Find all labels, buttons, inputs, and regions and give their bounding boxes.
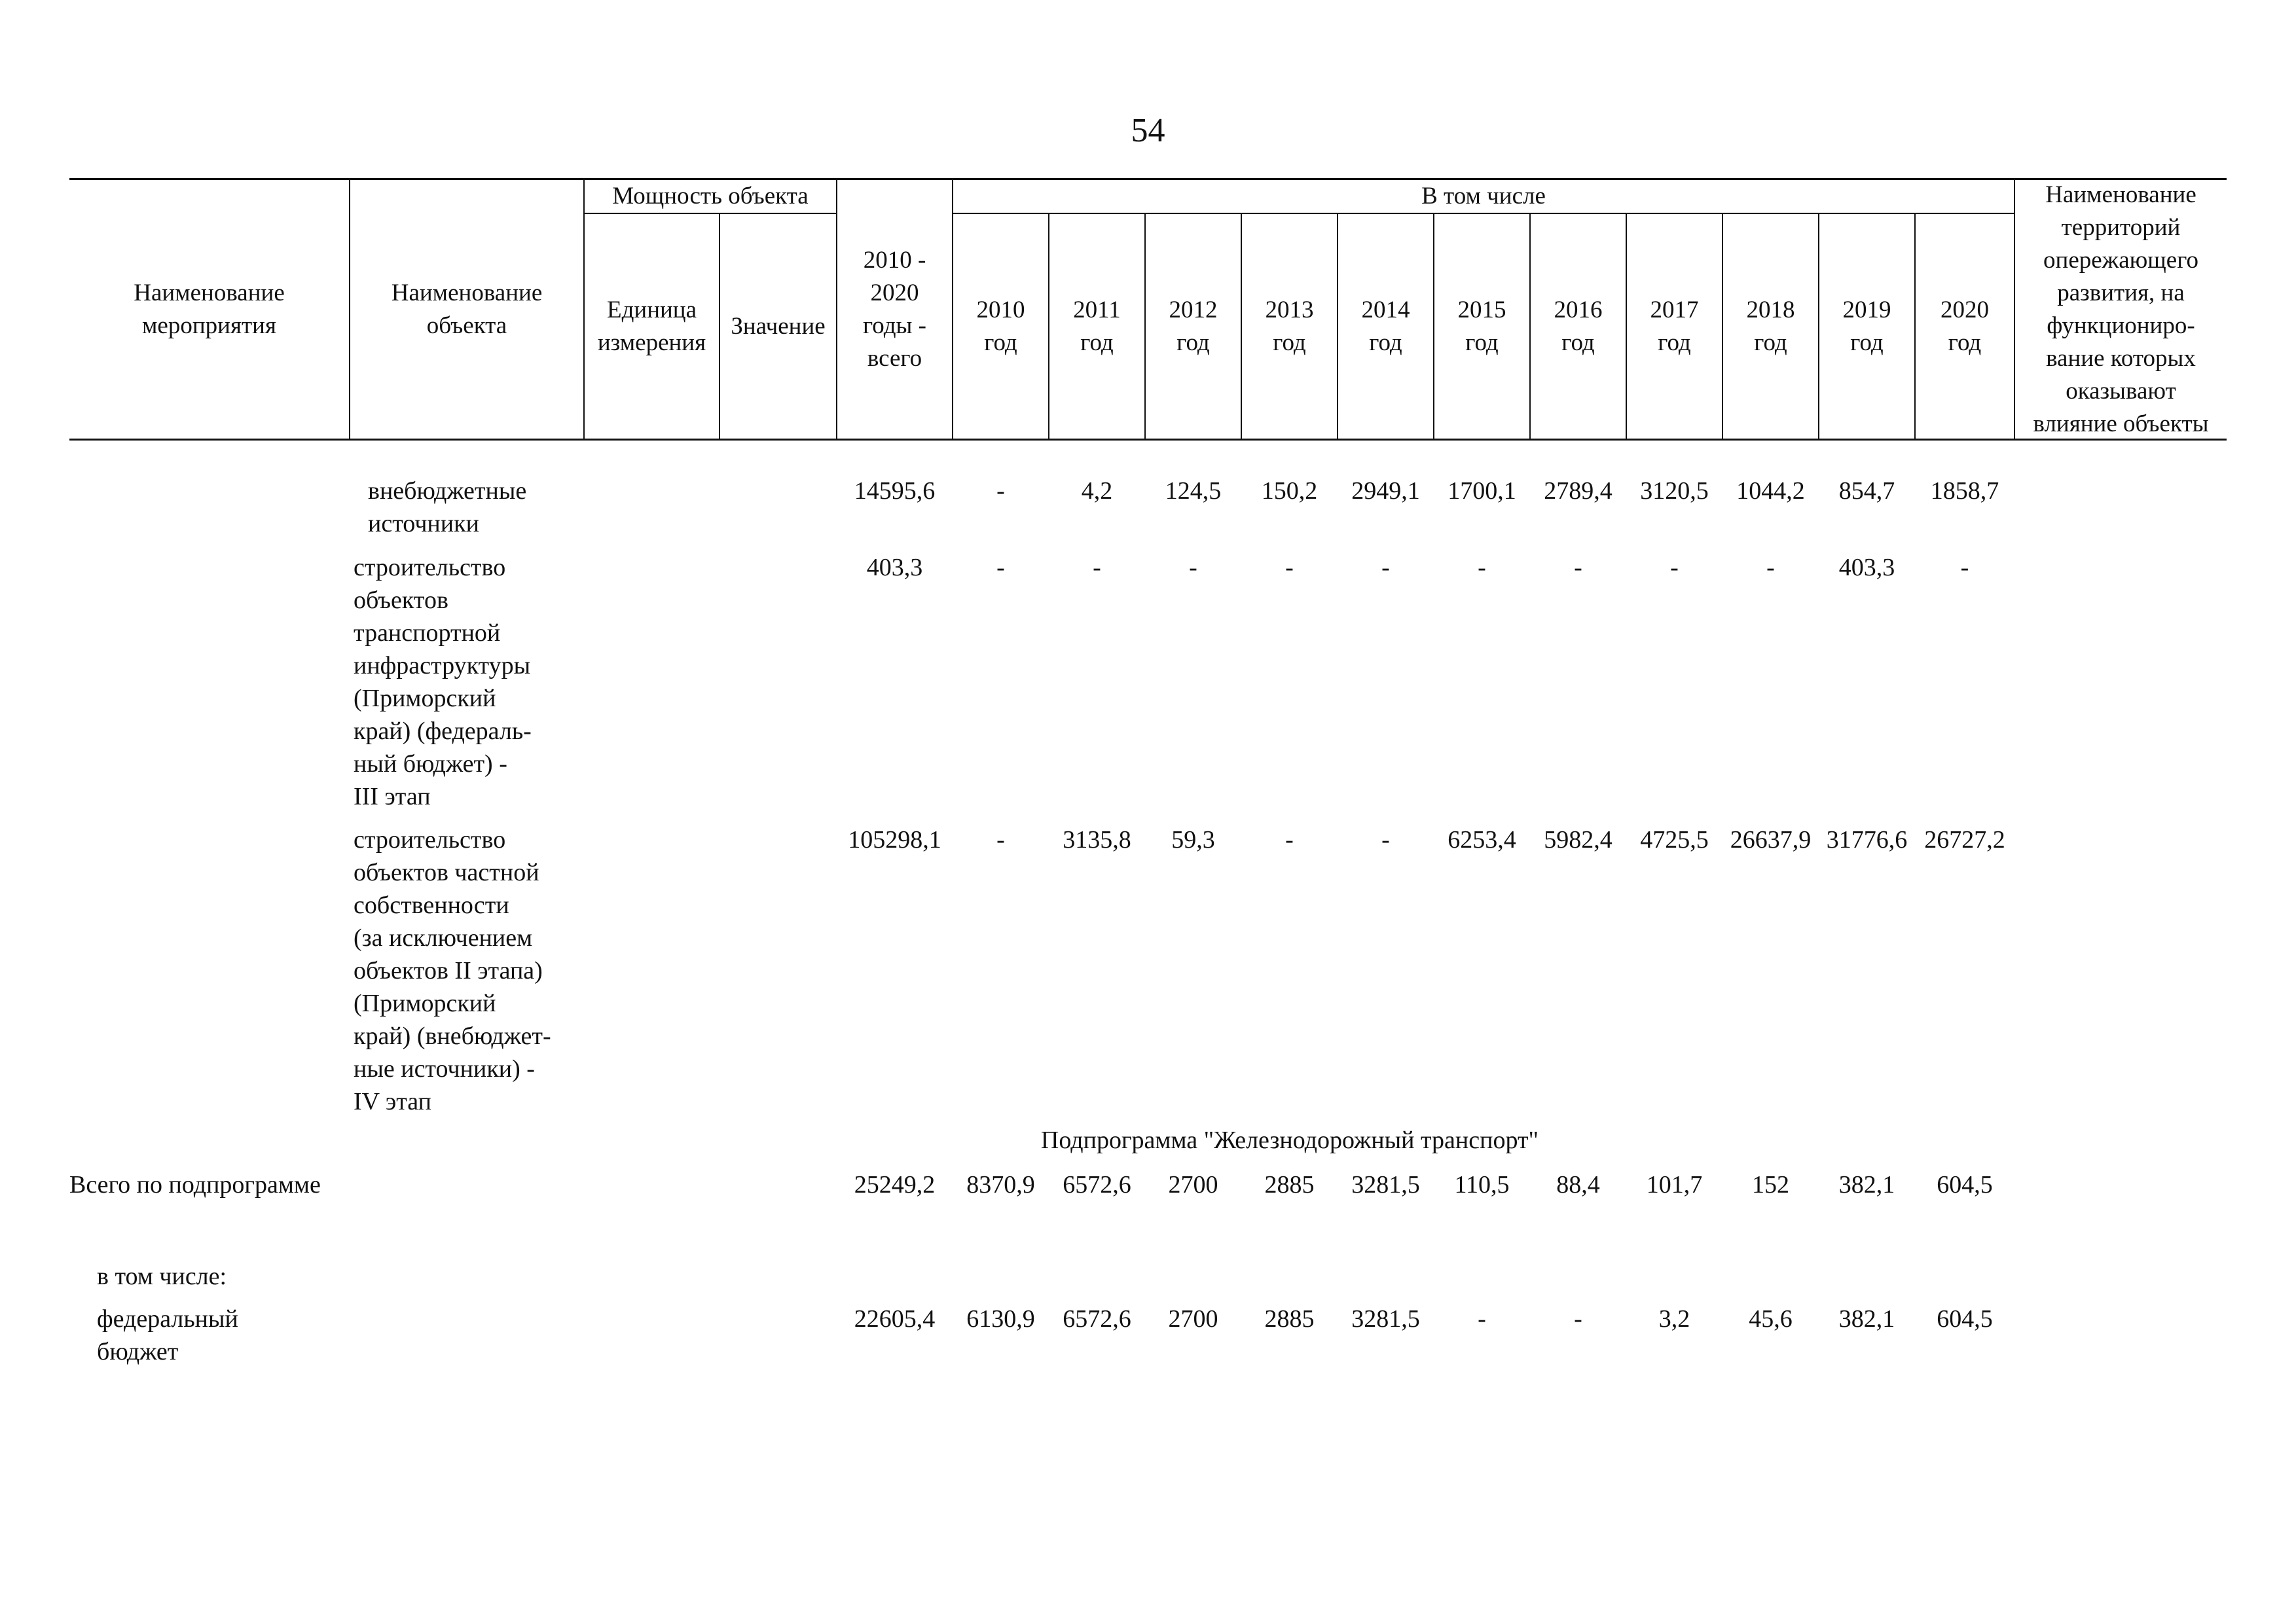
header-year: 2013 год — [1265, 296, 1314, 356]
header-year: 2018 год — [1746, 296, 1795, 356]
header-capacity: Мощность объекта — [612, 183, 809, 209]
row-total: 403,3 — [866, 554, 923, 581]
row-value: - — [1574, 554, 1582, 581]
header-year: 2017 год — [1650, 296, 1699, 356]
header-year: 2016 год — [1554, 296, 1603, 356]
row-label: строительство объектов частной собственности (за исключением объектов II этапа) (Приморский край) (внебюджет- ные источники) - IV этап — [354, 826, 551, 1115]
row-value: - — [1766, 554, 1775, 581]
row-value: 124,5 — [1165, 477, 1222, 505]
row-value: 150,2 — [1261, 477, 1318, 505]
row-value: 6253,4 — [1448, 826, 1516, 854]
row-value: 382,1 — [1838, 1305, 1895, 1333]
row-value: - — [1960, 554, 1969, 581]
row-total: 22605,4 — [854, 1305, 936, 1333]
total-row-label: Всего по подпрограмме — [69, 1171, 321, 1199]
including-label: в том числе: — [97, 1263, 227, 1290]
header-year: 2019 год — [1842, 296, 1891, 356]
row-value: 4725,5 — [1640, 826, 1709, 854]
header-year: 2010 год — [976, 296, 1025, 356]
header-total: 2010 - 2020 годы - всего — [863, 246, 926, 372]
federal-row-label: федеральный бюджет — [97, 1305, 238, 1365]
row-value: 26637,9 — [1730, 826, 1812, 854]
row-value: - — [996, 554, 1005, 581]
row-value: - — [1478, 1305, 1486, 1333]
row-value: 1044,2 — [1736, 477, 1805, 505]
header-bottom-rule — [69, 439, 2227, 441]
row-value: 3135,8 — [1063, 826, 1131, 854]
row-value: 2789,4 — [1544, 477, 1613, 505]
row-value: - — [1670, 554, 1679, 581]
row-value: 2700 — [1168, 1305, 1218, 1333]
row-value: 604,5 — [1937, 1171, 1993, 1199]
row-total: 105298,1 — [848, 826, 941, 854]
row-value: - — [1381, 826, 1390, 854]
header-year: 2014 год — [1361, 296, 1410, 356]
row-value: 152 — [1752, 1171, 1789, 1199]
row-value: 3281,5 — [1351, 1171, 1420, 1199]
row-value: 382,1 — [1838, 1171, 1895, 1199]
row-value: 2885 — [1264, 1171, 1315, 1199]
row-value: 59,3 — [1171, 826, 1215, 854]
row-value: 88,4 — [1556, 1171, 1600, 1199]
header-year: 2011 год — [1073, 296, 1121, 356]
row-total: 14595,6 — [854, 477, 936, 505]
header-value: Значение — [731, 312, 826, 340]
row-value: 604,5 — [1937, 1305, 1993, 1333]
row-value: 6572,6 — [1063, 1305, 1131, 1333]
row-value: 110,5 — [1454, 1171, 1510, 1199]
header-year: 2012 год — [1169, 296, 1218, 356]
row-value: 26727,2 — [1924, 826, 2005, 854]
header-territory: Наименование территорий опережающего развития, на функциониро- вание которых оказывают влияние объекты — [2033, 181, 2209, 437]
subprogram-title: Подпрограмма "Железнодорожный транспорт" — [1040, 1127, 1539, 1154]
header-year: 2020 год — [1941, 296, 1989, 356]
row-value: - — [1574, 1305, 1582, 1333]
row-value: 45,6 — [1749, 1305, 1793, 1333]
row-value: 6130,9 — [966, 1305, 1035, 1333]
row-total: 25249,2 — [854, 1171, 936, 1199]
header-unit: Единица измерения — [597, 296, 706, 356]
row-value: 2949,1 — [1351, 477, 1420, 505]
row-value: 31776,6 — [1826, 826, 1908, 854]
row-value: - — [1285, 826, 1294, 854]
row-value: 6572,6 — [1063, 1171, 1131, 1199]
header-object: Наименование объекта — [391, 279, 543, 339]
row-value: 403,3 — [1838, 554, 1895, 581]
header-event: Наименование мероприятия — [134, 279, 285, 339]
row-value: 101,7 — [1646, 1171, 1703, 1199]
row-value: 3,2 — [1658, 1305, 1690, 1333]
header-including: В том числе — [1421, 183, 1546, 209]
row-value: 1700,1 — [1448, 477, 1516, 505]
row-value: - — [1285, 554, 1294, 581]
row-value: 854,7 — [1838, 477, 1895, 505]
row-value: - — [1189, 554, 1197, 581]
row-value: 1858,7 — [1930, 477, 1999, 505]
row-value: 8370,9 — [966, 1171, 1035, 1199]
row-value: 4,2 — [1081, 477, 1113, 505]
row-value: 2885 — [1264, 1305, 1315, 1333]
row-value: 3120,5 — [1640, 477, 1709, 505]
row-value: - — [1381, 554, 1390, 581]
row-value: - — [996, 826, 1005, 854]
row-label: внебюджетные источники — [368, 477, 527, 537]
row-label: строительство объектов транспортной инфраструктуры (Приморский край) (федераль- ный бюджет) - III этап — [354, 554, 532, 810]
row-value: 5982,4 — [1544, 826, 1613, 854]
row-value: - — [996, 477, 1005, 505]
header-year: 2015 год — [1457, 296, 1506, 356]
row-value: 2700 — [1168, 1171, 1218, 1199]
row-value: - — [1093, 554, 1101, 581]
row-value: - — [1478, 554, 1486, 581]
row-value: 3281,5 — [1351, 1305, 1420, 1333]
page-number: 54 — [1131, 112, 1165, 149]
